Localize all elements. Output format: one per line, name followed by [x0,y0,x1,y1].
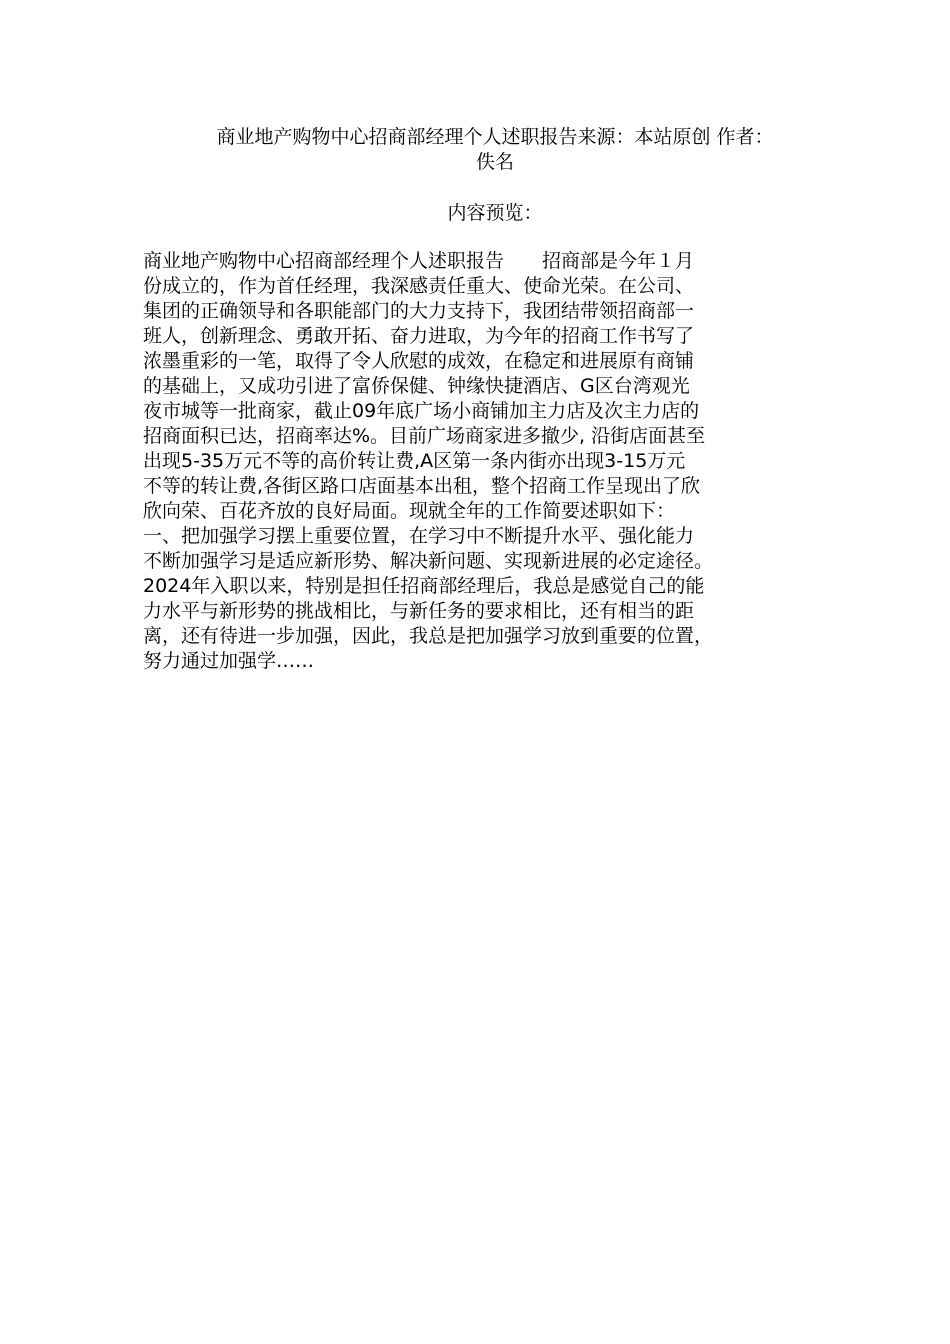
title-line-2: 佚名 [475,151,514,173]
preview-label: 内容预览： [447,202,543,224]
title-line-1: 商业地产购物中心招商部经理个人述职报告来源：本站原创 作者： [216,126,774,148]
body-line: 欣向荣、百花齐放的良好局面。现就全年的工作简要述职如下： [143,500,676,522]
document-body [143,249,833,674]
body-line: 离，还有待进一步加强，因此，我总是把加强学习放到重要的位置， [143,625,714,647]
body-line: 浓墨重彩的一笔，取得了令人欣慰的成效，在稳定和进展原有商铺 [143,350,695,372]
body-line: 一、把加强学习摆上重要位置，在学习中不断提升水平、强化能力 [143,525,695,547]
body-line: 2024年入职以来，特别是担任招商部经理后，我总是感觉自己的能 [143,575,705,597]
body-line: 不等的转让费,各街区路口店面基本出租，整个招商工作呈现出了欣 [143,475,701,497]
body-line: 努力通过加强学…… [143,650,315,672]
body-line: 夜市城等一批商家，截止09年底广场小商铺加主力店及次主力店的 [143,400,700,422]
body-line: 的基础上，又成功引进了富侨保健、钟缘快捷酒店、G区台湾观光 [143,375,690,397]
body-line: 集团的正确领导和各职能部门的大力支持下，我团结带领招商部一 [143,300,695,322]
body-line: 招商面积已达，招商率达%。目前广场商家进多撤少, 沿街店面甚至 [143,425,706,447]
body-line: 力水平与新形势的挑战相比，与新任务的要求相比，还有相当的距 [143,600,695,622]
body-line: 班人，创新理念、勇敢开拓、奋力进取，为今年的招商工作书写了 [143,325,695,347]
body-line: 份成立的，作为首任经理，我深感责任重大、使命光荣。在公司、 [143,275,695,297]
body-line: 不断加强学习是适应新形势、解决新问题、实现新进展的必定途径。 [143,550,714,572]
document-title [120,125,870,175]
body-line: 商业地产购物中心招商部经理个人述职报告 招商部是今年１月 [143,250,695,272]
body-line: 出现5-35万元不等的高价转让费,A区第一条内街亦出现3-15万元 [143,450,686,472]
